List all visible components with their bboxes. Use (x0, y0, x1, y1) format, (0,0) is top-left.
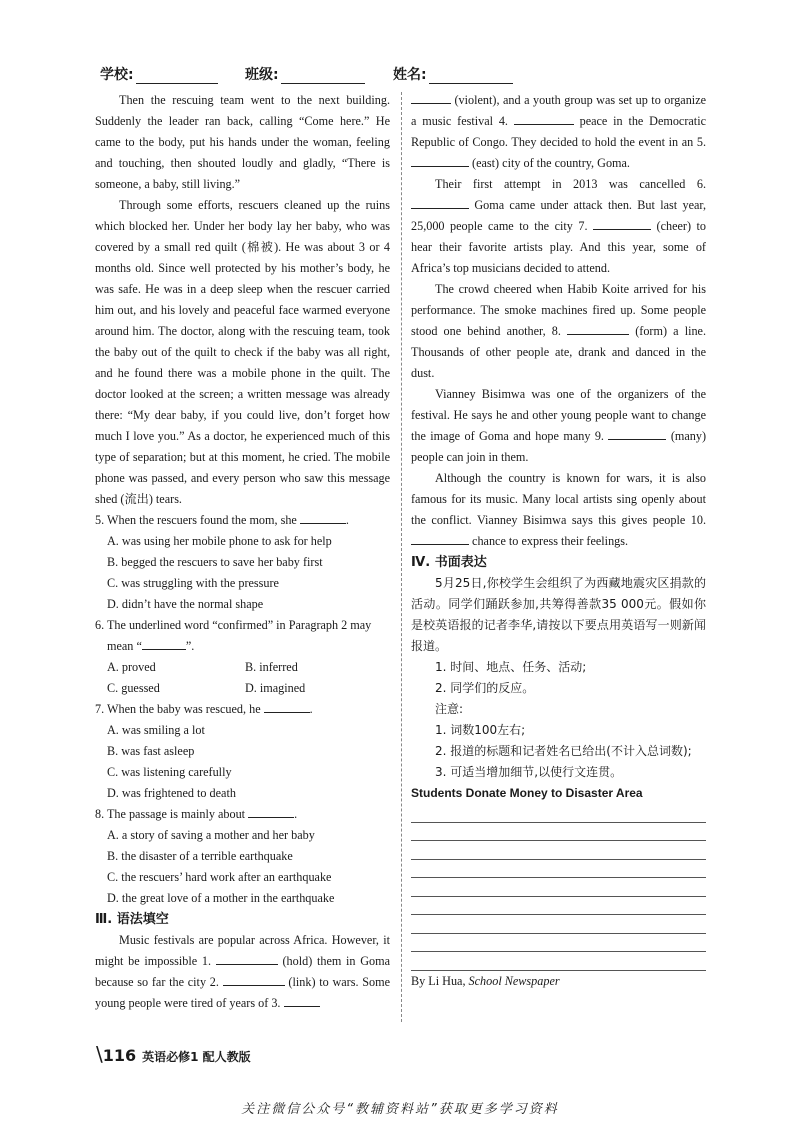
school-label: 学校: (100, 67, 134, 83)
q7-stem: 7. When the baby was rescued, he (95, 702, 261, 716)
byline-name: By Li Hua, (411, 973, 466, 988)
wechat-notice: 关注微信公众号“教辅资料站”获取更多学习资料 (241, 1102, 559, 1117)
q8-option-c[interactable]: C. the rescuers’ hard work after an earthquake (107, 870, 332, 884)
grammar-blank-6[interactable] (411, 196, 469, 209)
book-title: 英语必修1 配人教版 (142, 1050, 251, 1064)
grammar-blank-3b[interactable] (411, 91, 451, 104)
writing-line[interactable] (411, 823, 706, 842)
grammar-paragraph-3: The crowd cheered when Habib Koite arrived for his performance. The smoke machines fired up. Some people stood one behind another, 8. (form) a line. Thousands of other people ate, drank and danced in the dust. (411, 282, 707, 380)
q5-option-b[interactable]: B. begged the rescuers to save her baby first (107, 555, 323, 569)
grammar-section-title: Ⅲ. 语法填空 (95, 912, 169, 927)
grammar-blank-3a[interactable] (284, 994, 320, 1007)
question-7: 7. When the baby was rescued, he . A. was smiling a lot B. was fast asleep C. was listening carefully D. was frightened to death (95, 699, 390, 804)
writing-note-2: 2. 报道的标题和记者姓名已给出(不计入总词数); (435, 744, 692, 758)
grammar-blank-2[interactable] (223, 973, 285, 986)
left-column (95, 90, 390, 1014)
column-divider (401, 92, 402, 1022)
grammar-blank-4[interactable] (514, 112, 574, 125)
question-8: 8. The passage is mainly about . A. a story of saving a mother and her baby B. the disaster of a terrible earthquake C. the rescuers’ hard work after an earthquake D. the great love of a mother in the earthquake (95, 804, 390, 909)
grammar-blank-1[interactable] (216, 952, 278, 965)
q6-option-d[interactable]: D. imagined (245, 681, 306, 695)
grammar-blank-5[interactable] (411, 154, 469, 167)
q5-blank[interactable] (300, 511, 346, 524)
q5-option-a[interactable]: A. was using her mobile phone to ask for help (107, 534, 332, 548)
q7-option-c[interactable]: C. was listening carefully (107, 765, 232, 779)
question-6: 6. The underlined word “confirmed” in Paragraph 2 may mean “ ”. A. proved B. inferred C. guessed D. imagined (95, 615, 390, 699)
student-info-header (100, 64, 700, 84)
q6-blank[interactable] (142, 637, 186, 650)
writing-line[interactable] (411, 952, 706, 971)
q5-option-c[interactable]: C. was struggling with the pressure (107, 576, 279, 590)
name-blank[interactable] (429, 69, 513, 84)
class-blank[interactable] (281, 69, 365, 84)
class-field (245, 64, 365, 84)
writing-line[interactable] (411, 934, 706, 953)
q8-stem: 8. The passage is mainly about (95, 807, 246, 821)
page-footer (96, 1042, 251, 1066)
grammar-blank-10[interactable] (411, 532, 469, 545)
school-blank[interactable] (136, 69, 218, 84)
writing-point-1: 1. 时间、地点、任务、活动; (435, 660, 587, 674)
q7-option-d[interactable]: D. was frightened to death (107, 786, 236, 800)
q6-option-a[interactable]: A. proved (107, 660, 156, 674)
school-field (100, 64, 218, 84)
q8-option-b[interactable]: B. the disaster of a terrible earthquake (107, 849, 293, 863)
name-label: 姓名: (393, 67, 427, 83)
essay-byline (411, 971, 706, 992)
byline-paper: School Newspaper (468, 973, 560, 988)
grammar-paragraph-1-start: Music festivals are popular across Africa. However, it might be impossible 1. (hold) them in Goma because so far the city 2. (link) to wars. Some young people were tired of years of 3. (95, 933, 391, 1010)
q8-option-d[interactable]: D. the great love of a mother in the earthquake (107, 891, 335, 905)
q6-stem: 6. The underlined word “confirmed” in Paragraph 2 may (95, 618, 372, 632)
grammar-blank-8[interactable] (567, 322, 629, 335)
writing-instructions: 5月25日,你校学生会组织了为西藏地震灾区捐款的活动。同学们踊跃参加,共筹得善款35 000元。假如你是校英语报的记者李华,请按以下要点用英语写一则新闻报道。 (411, 576, 706, 653)
q7-blank[interactable] (264, 700, 310, 713)
grammar-paragraph-1-continued: (violent), and a youth group was set up to organize a music festival 4. peace in the Democratic Republic of Congo. They decided to hold the event in an 5. (east) city of the country, Goma. (411, 93, 707, 170)
passage-paragraph-2: Through some efforts, rescuers cleaned up the ruins which blocked her. Under her body lay her baby, who was covered by a small red quilt (棉被). He was about 3 or 4 months old. Since well protected by his mother’s body, he was safe. He was in a deep sleep when the rescuer carried him out, and his lovely and peaceful face warmed everyone around him. The doctor, along with the rescuing team, took the baby out of the quilt to check if the baby was all right, and he found there was a mobile phone in the quilt. The doctor looked at the screen; a written message was already there: “My dear baby, if you could live, don’t forget how much I love you.” As a doctor, he experienced much of this type of separation; but at this moment, he cried. The mobile phone was passed, and every person who saw this message shed (流出) tears. (95, 198, 390, 506)
footer-slash-mark: \ (96, 1042, 103, 1066)
writing-section-title: Ⅳ. 书面表达 (411, 555, 487, 570)
writing-line[interactable] (411, 841, 706, 860)
question-5: 5. When the rescuers found the mom, she . A. was using her mobile phone to ask for help B. begged the rescuers to save her baby first C. was struggling with the pressure D. didn’t have the normal shape (95, 510, 390, 615)
right-column (411, 90, 706, 992)
q5-stem: 5. When the rescuers found the mom, she (95, 513, 297, 527)
writing-line[interactable] (411, 897, 706, 916)
q8-option-a[interactable]: A. a story of saving a mother and her baby (107, 828, 315, 842)
passage-paragraph-1: Then the rescuing team went to the next building. Suddenly the leader ran back, calling “Come here.” He came to the body, put his hands under the woman, feeling and touching, then shouted loudly and gladly, “There is someone, a baby, still living.” (95, 93, 390, 191)
q6-option-b[interactable]: B. inferred (245, 660, 298, 674)
grammar-paragraph-5: Although the country is known for wars, it is also famous for its music. Many local artists sing openly about the conflict. Vianney Bisimwa says this gives people 10. chance to express their feelings. (411, 471, 706, 548)
q7-option-a[interactable]: A. was smiling a lot (107, 723, 205, 737)
q6-option-c[interactable]: C. guessed (107, 681, 160, 695)
writing-line[interactable] (411, 878, 706, 897)
grammar-blank-9[interactable] (608, 427, 666, 440)
writing-line[interactable] (411, 804, 706, 823)
q7-option-b[interactable]: B. was fast asleep (107, 744, 195, 758)
grammar-paragraph-4: Vianney Bisimwa was one of the organizers of the festival. He says he and other young people want to change the image of Goma and hope many 9. (many) people can join in them. (411, 387, 707, 464)
name-field (393, 64, 513, 84)
writing-line[interactable] (411, 915, 706, 934)
writing-note-1: 1. 词数100左右; (435, 723, 526, 737)
writing-line[interactable] (411, 860, 706, 879)
q5-option-d[interactable]: D. didn’t have the normal shape (107, 597, 264, 611)
writing-area[interactable] (411, 804, 706, 971)
writing-note-label: 注意: (435, 702, 464, 716)
grammar-blank-7[interactable] (593, 217, 651, 230)
grammar-paragraph-2: Their first attempt in 2013 was cancelled 6. Goma came under attack then. But last year, 25,000 people came to the city 7. (cheer) to hear their favorite artists play. And this year, some of Africa’s top musicians decided to attend. (411, 177, 707, 275)
writing-note-3: 3. 可适当增加细节,以使行文连贯。 (435, 765, 623, 779)
page-number: 116 (102, 1046, 137, 1065)
class-label: 班级: (245, 67, 279, 83)
q8-blank[interactable] (248, 805, 294, 818)
essay-title: Students Donate Money to Disaster Area (411, 786, 643, 800)
writing-point-2: 2. 同学们的反应。 (435, 681, 535, 695)
